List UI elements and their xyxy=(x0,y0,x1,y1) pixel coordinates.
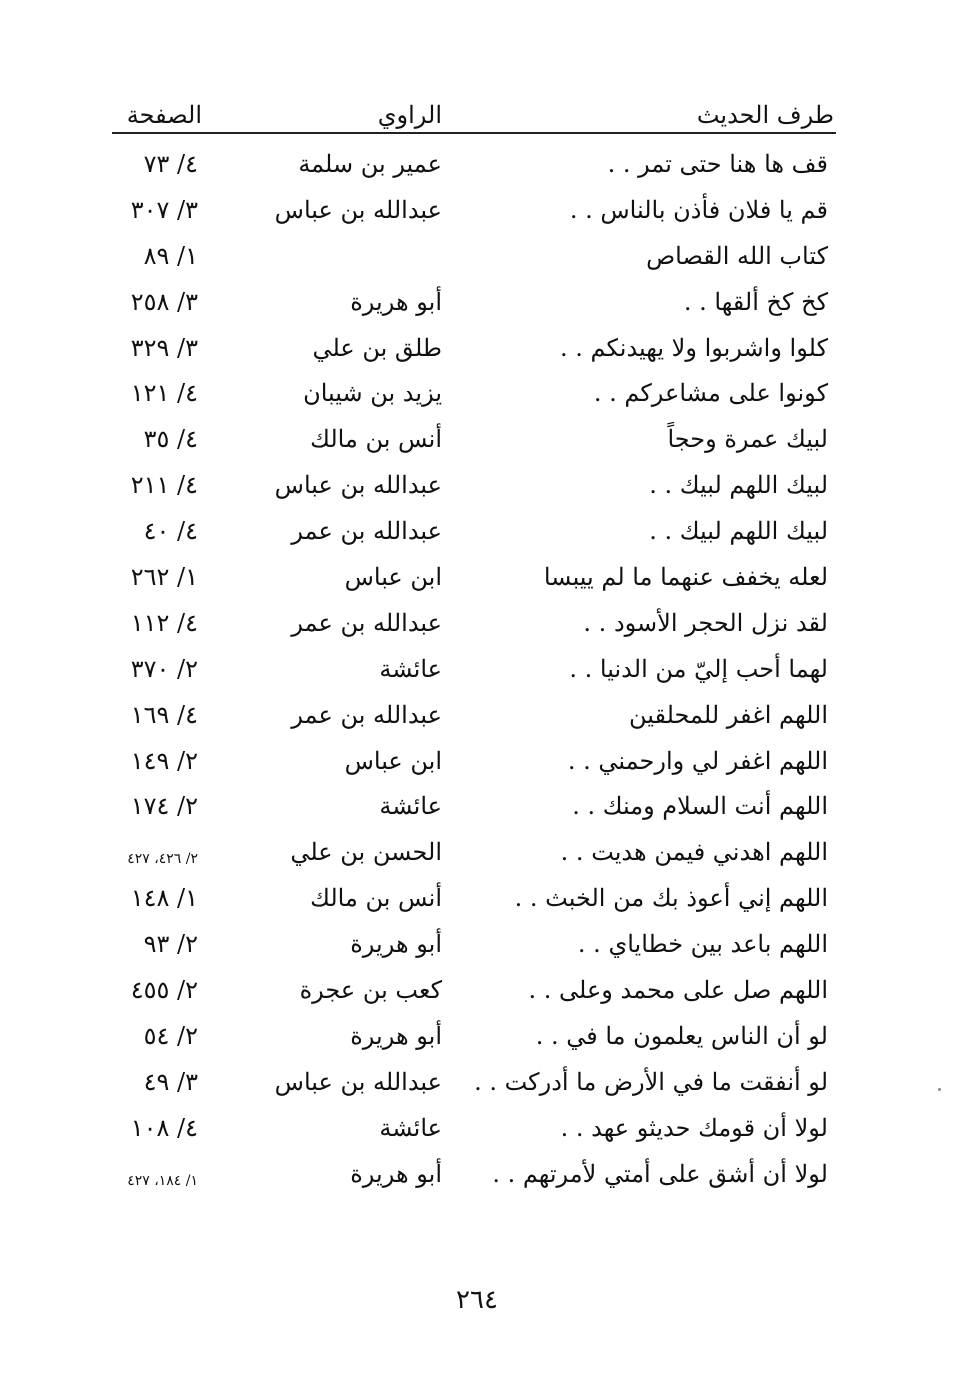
page-reference: ٣/ ٤٩ xyxy=(143,1067,198,1096)
hadith-text: اللهم باعد بين خطاياي . . xyxy=(577,930,828,959)
narrator-name: طلق بن علي xyxy=(312,333,442,362)
table-row xyxy=(0,1014,954,1060)
hadith-text: لعله يخفف عنهما ما لم ييبسا xyxy=(543,563,828,592)
narrator-name: ابن عباس xyxy=(344,746,442,775)
hadith-text: كونوا على مشاعركم . . xyxy=(593,379,828,408)
table-row xyxy=(0,784,954,830)
hadith-text: لهما أحب إليّ من الدنيا . . xyxy=(569,654,828,683)
hadith-text: لبيك عمرة وحجاً xyxy=(667,425,828,454)
hadith-text: اللهم اهدني فيمن هديت . . xyxy=(560,838,828,867)
hadith-text: اللهم إني أعوذ بك من الخبث . . xyxy=(514,884,828,913)
table-row xyxy=(0,509,954,555)
hadith-text: اللهم أنت السلام ومنك . . xyxy=(572,792,828,821)
narrator-name: عبدالله بن عمر xyxy=(291,517,442,546)
hadith-text: لقد نزل الحجر الأسود . . xyxy=(583,608,828,637)
table-row xyxy=(0,371,954,417)
header-page: الصفحة xyxy=(126,101,202,129)
table-row xyxy=(0,830,954,876)
table-row xyxy=(0,876,954,922)
narrator-name: أبو هريرة xyxy=(350,930,442,959)
table-row xyxy=(0,463,954,509)
narrator-name: أبو هريرة xyxy=(350,1021,442,1050)
page-reference: ٣/ ٣٢٩ xyxy=(130,333,198,362)
header-hadith: طرف الحديث xyxy=(696,101,834,129)
hadith-text: كتاب الله القصاص xyxy=(646,241,828,270)
narrator-name: عمير بن سلمة xyxy=(298,150,442,178)
page-reference: ٢/ ٣٧٠ xyxy=(130,654,198,683)
page-reference: ٢/ ٤٥٥ xyxy=(130,976,198,1005)
hadith-text: قم يا فلان فأذن بالناس . . xyxy=(569,195,828,224)
hadith-text: لو أن الناس يعلمون ما في . . xyxy=(535,1021,828,1050)
page-number: ٢٦٤ xyxy=(456,1285,498,1315)
header-divider xyxy=(112,132,836,134)
page-reference: ٢/ ٥٤ xyxy=(143,1021,198,1050)
narrator-name: أنس بن مالك xyxy=(310,884,442,913)
page-reference: ١/ ٢٦٢ xyxy=(130,563,198,592)
page-reference: ٤/ ١١٢ xyxy=(130,608,198,637)
table-row xyxy=(0,188,954,234)
page-reference: ٣/ ٣٠٧ xyxy=(130,195,198,224)
table-row xyxy=(0,922,954,968)
hadith-text: اللهم اغفر لي وارحمني . . xyxy=(567,746,828,775)
page-reference: ١/ ٨٩ xyxy=(143,241,198,270)
table-header xyxy=(0,96,954,134)
table-row xyxy=(0,417,954,463)
narrator-name: كعب بن عجرة xyxy=(299,976,442,1005)
table-row xyxy=(0,555,954,601)
page-reference: ٤/ ٤٠ xyxy=(143,517,198,546)
table-row xyxy=(0,280,954,326)
hadith-text: لبيك اللهم لبيك . . xyxy=(649,517,828,546)
narrator-name: أبو هريرة xyxy=(350,1159,442,1188)
page-reference: ٢/ ٤٢٦، ٤٢٧ xyxy=(127,851,198,868)
hadith-text: اللهم اغفر للمحلقين xyxy=(628,700,828,729)
table-row xyxy=(0,326,954,372)
narrator-name: أبو هريرة xyxy=(350,287,442,316)
page-reference: ٤/ ٧٣ xyxy=(143,150,198,178)
hadith-text: اللهم صل على محمد وعلى . . xyxy=(528,976,828,1005)
narrator-name: عبدالله بن عمر xyxy=(291,608,442,637)
narrator-name: الحسن بن علي xyxy=(290,838,442,867)
table-row xyxy=(0,739,954,785)
table-row xyxy=(0,1060,954,1106)
hadith-text: لو أنفقت ما في الأرض ما أدركت . . xyxy=(474,1067,828,1096)
hadith-text: لولا أن قومك حديثو عهد . . xyxy=(560,1113,828,1142)
page-reference: ٤/ ١٢١ xyxy=(130,379,198,408)
narrator-name: عبدالله بن عمر xyxy=(291,700,442,729)
narrator-name: عائشة xyxy=(379,1113,442,1142)
page-reference: ١/ ١٨٤، ٤٢٧ xyxy=(127,1172,198,1189)
table-row xyxy=(0,968,954,1014)
page-reference: ١/ ١٤٨ xyxy=(130,884,198,913)
page-reference: ٤/ ٢١١ xyxy=(130,471,198,500)
header-narrator: الراوي xyxy=(377,101,442,129)
page-reference: ٢/ ١٤٩ xyxy=(130,746,198,775)
hadith-text: كلوا واشربوا ولا يهيدنكم . . xyxy=(560,333,828,362)
table-row xyxy=(0,234,954,280)
hadith-text: قف ها هنا حتى تمر . . xyxy=(607,150,828,178)
table-row xyxy=(0,142,954,188)
table-row xyxy=(0,647,954,693)
page-reference: ٤/ ١٦٩ xyxy=(130,700,198,729)
narrator-name: أنس بن مالك xyxy=(310,425,442,454)
hadith-text: لبيك اللهم لبيك . . xyxy=(649,471,828,500)
narrator-name: عائشة xyxy=(379,792,442,821)
index-table xyxy=(0,142,954,1197)
narrator-name: عبدالله بن عباس xyxy=(274,195,442,224)
narrator-name: ابن عباس xyxy=(344,563,442,592)
table-row xyxy=(0,693,954,739)
page-reference: ٣/ ٢٥٨ xyxy=(130,287,198,316)
hadith-text: لولا أن أشق على أمتي لأمرتهم . . xyxy=(492,1159,828,1188)
page-reference: ٤/ ٣٥ xyxy=(143,425,198,454)
page-reference: ٢/ ٩٣ xyxy=(143,930,198,959)
narrator-name: عائشة xyxy=(379,654,442,683)
table-row xyxy=(0,601,954,647)
table-row xyxy=(0,1152,954,1198)
narrator-name: عبدالله بن عباس xyxy=(274,1067,442,1096)
narrator-name: عبدالله بن عباس xyxy=(274,471,442,500)
scan-speck xyxy=(938,1088,941,1091)
page-reference: ٤/ ١٠٨ xyxy=(130,1113,198,1142)
page-reference: ٢/ ١٧٤ xyxy=(130,792,198,821)
table-row xyxy=(0,1106,954,1152)
hadith-text: كخ كخ ألقها . . xyxy=(683,287,828,316)
narrator-name: يزيد بن شيبان xyxy=(303,379,442,408)
